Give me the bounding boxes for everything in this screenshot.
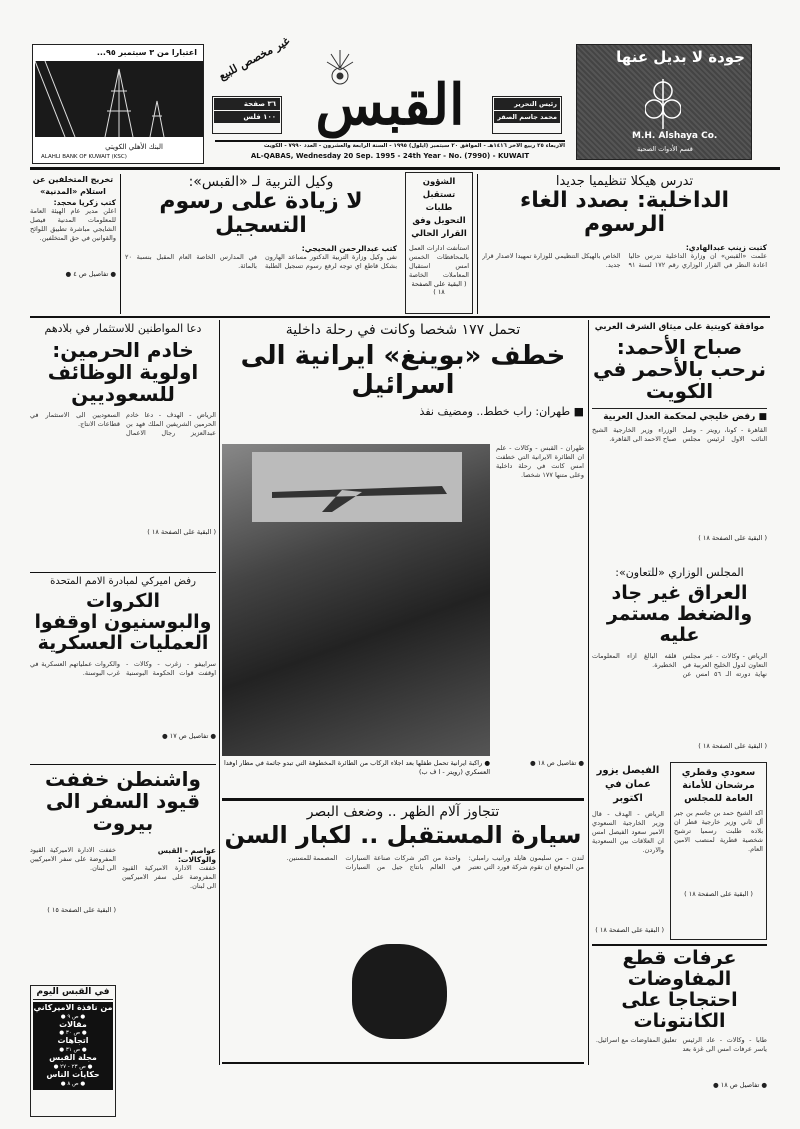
body-text: اكد الشيخ حمد بن جاسم بن جبر آل ثاني وزير خارجية قطر ان بلاده طلبت رسميا ترشيح شخصية قطرية لمنصب الامين العام. — [674, 809, 763, 853]
kicker: تدرس هيكلا تنظيميا جديدا — [555, 174, 694, 189]
pages-price-box — [212, 96, 282, 134]
continued-note[interactable]: ( البقية على الصفحة ١٨ ) — [147, 528, 216, 536]
today-item-label[interactable]: اتجاهات — [57, 1036, 89, 1046]
kicker: تحمل ١٧٧ شخصا وكانت في رحلة داخلية — [285, 322, 521, 338]
photo-caption: ● راكبة ايرانية تحمل طفلها بعد اجلاء الركاب من الطائرة المخطوفة التي تبدو جاثمة في مطار اوفدا العسكري (رويتر - ا ف ب) — [223, 759, 490, 776]
ad-logo-icon — [645, 79, 681, 129]
headline: الداخلية: بصدد الغاء الرسوم — [520, 188, 729, 238]
article-haramain[interactable] — [30, 322, 216, 570]
subheadline: ■ رفض خليجي لمحكمة العدل العربية — [592, 408, 767, 422]
not-for-sale-stamp: غير مخصص للبيع — [216, 34, 292, 83]
ad-dept: قسم الأدوات الصحية — [637, 145, 693, 153]
today-item-page: ● ص ٣١ ● — [59, 1047, 87, 1054]
ad-headline: اعتبارا من ٣ سبتمبر ٩٥... — [96, 48, 197, 57]
power-tower-image — [35, 61, 203, 137]
continued-note[interactable]: ( البقية على الصفحة ١٨ ) — [698, 534, 767, 542]
headline: سيارة المستقبل .. لكبار السن — [224, 821, 582, 849]
article-education[interactable] — [125, 174, 397, 312]
date-line-english: AL-QABAS, Wednesday 20 Sep. 1995 - 24th Year - No. (7990) - KUWAIT — [250, 152, 530, 160]
continued-note[interactable]: ● تفاصيل ص ١٨ ● — [713, 1080, 767, 1089]
article-arafat[interactable] — [592, 947, 767, 1089]
continued-note[interactable]: ( البقية على الصفحة ١٨ ) — [595, 926, 664, 934]
subheadline: ■ طهران: راب خطط.. ومضيف نفذ — [419, 405, 584, 419]
body-text: لندن - من سليمون هايلد ورانيب رامبلي: من المتوقع ان تقوم شركة فورد التي تعتبر واحدة من اكبر شركات صناعة السيارات في العالم بانتاج جيل من السيارات المصممة للمسنين. — [286, 854, 584, 872]
byline: كتب عبدالرحمن المحيجي: — [301, 244, 397, 254]
article-sabah[interactable] — [592, 322, 767, 562]
continued-note[interactable]: ● تفاصيل ص ١٨ ● — [530, 759, 584, 767]
today-item-page: ● ص ٣٠ ● — [59, 1030, 87, 1037]
body-text-continued: خففت الادارة الاميركية القيود المفروضة على سفر الاميركيين الى لبنان. — [30, 846, 116, 872]
byline: عواصم - القبس والوكالات: — [157, 846, 216, 864]
continued-note[interactable]: ( البقية على الصفحة ١٥ ) — [47, 906, 116, 914]
article-car[interactable] — [222, 804, 584, 1064]
continued-note[interactable]: ( البقية على الصفحة ١٨ ) — [698, 741, 767, 750]
airplane-image — [252, 452, 462, 522]
article-affairs[interactable] — [405, 172, 473, 314]
body-text: نفى وكيل وزارة التربية الدكتور مساعد الهارون بشكل قاطع اي توجه لرفع رسوم تسجيل الطلبة في المدارس الخاصة العام المقبل بنسبة ٢٠ بالمائة. — [125, 253, 397, 271]
body-text: طهران - القبس - وكالات - علم ان الطائرة الايرانية التي خطفت امس كانت في رحلة داخلية وعلى متنها ١٧٧ شخصا. — [496, 444, 584, 479]
today-list — [33, 1002, 113, 1090]
kicker: رفض اميركي لمبادرة الامم المتحدة — [50, 576, 196, 587]
headline: خادم الحرمين: اولوية الوظائف للسعوديين — [47, 338, 199, 406]
kicker: وكيل التربية لـ «القبس»: — [188, 174, 334, 190]
article-saudi-qatari[interactable] — [670, 762, 767, 940]
headline: واشنطن خففت قيود السفر الى بيروت — [45, 767, 201, 835]
article-interior[interactable] — [482, 174, 767, 312]
headline: لا زيادة على رسوم التسجيل — [159, 189, 363, 239]
newspaper-logo: القبس — [315, 72, 465, 138]
today-item-label[interactable]: مجلة القبس — [49, 1053, 97, 1063]
kicker: تتجاوز آلام الظهر .. وضعف البصر — [306, 804, 500, 820]
body-text: طابا - وكالات - عاد الرئيس ياسر عرفات امس الى غزة بعد تعليق المفاوضات مع اسرائيل. — [595, 1035, 767, 1053]
subheadline-text: طهران: راب خطط.. ومضيف نفذ — [419, 405, 571, 419]
body-text: القاهرة - كونا، رويتر - وصل النائب الاول لرئيس مجلس الوزراء وزير الخارجية الشيخ صباح الاحمد الى القاهرة. — [592, 426, 767, 443]
body-text: الرياض - الهدف - قال وزير الخارجية السعودي الامير سعود الفيصل امس ان العلاقات بين السعودية والاردن. — [592, 810, 664, 854]
kicker: دعا المواطنين للاستثمار في بلادهم — [44, 322, 202, 335]
today-item-label[interactable]: مقالات — [59, 1019, 87, 1029]
continued-note[interactable]: ● تفاصيل ص ٤ ● — [65, 270, 116, 278]
hijack-photo — [222, 444, 490, 756]
box-title: في القبس اليوم — [33, 988, 113, 1000]
continued-note[interactable]: ● تفاصيل ص ١٧ ● — [162, 731, 216, 740]
continued-note[interactable]: ( البقية على الصفحة ١٨ ) — [684, 890, 753, 898]
byline: كتب زكريا محجد: — [53, 198, 116, 207]
bank-name-ar: البنك الأهلي الكويتي — [105, 143, 163, 151]
date-line-arabic: الاربعاء ٢٥ ربيع الآخر ١٤١٦هـ - الموافق ٢٠ سبتمبر (أيلول) ١٩٩٥ - السنة الرابعة والعشرون - العدد ٧٩٩٠ - الكويت — [263, 143, 565, 149]
subheadline-text: رفض خليجي لمحكمة العدل العربية — [603, 412, 756, 422]
ad-alahli-bank[interactable] — [32, 44, 204, 164]
headline: الفيصل يزور عمان في اكتوبر — [596, 765, 660, 804]
page-count: ٣٦ صفحة — [214, 98, 280, 110]
body-text: اعلن مدير عام الهيئة العامة للمعلومات المدنية فيصل الشايجي مباشرة تطبيق اللوائح والقوانين في حق المتخلفين. — [30, 207, 116, 242]
editor-box — [492, 96, 562, 134]
today-item-page: ● ص ٨ ● — [60, 1080, 86, 1087]
body-text: سراييفو - زغرب - وكالات - اوقفت قوات الحكومة البوسنية والكروات عملياتهم العسكرية في غرب البوسنة. — [30, 659, 216, 677]
editor-name: محمد جاسم الصقر — [494, 111, 560, 123]
kicker: المجلس الوزاري «للتعاون»: — [615, 566, 744, 579]
headline: صباح الأحمد: نرحب بالأحمر في الكويت — [593, 335, 766, 403]
body-text: الرياض - وكالات - عبر مجلس التعاون لدول الخليج العربية في نهاية دورته الـ ٥٦ امس عن قلقه البالغ ازاء المعلومات الخطيرة. — [592, 651, 767, 678]
article-council[interactable] — [592, 566, 767, 756]
ad-company: M.H. Alshaya Co. — [632, 131, 718, 141]
article-faisal[interactable] — [592, 764, 664, 934]
headline: الكروات والبوسنيون اوقفوا العمليات العسكرية — [34, 590, 212, 654]
price: ١٠٠ فلس — [214, 111, 280, 123]
continued-note[interactable]: ( البقية على الصفحة ١٨ ) — [411, 280, 467, 296]
today-item-label[interactable]: حكايات الناس — [46, 1070, 100, 1080]
ad-slogan: جودة لا بديل عنها — [616, 48, 745, 66]
body-text: استأنفت ادارات العمل بالمحافظات الخمس امس استقبال المعاملات الخاصة — [409, 244, 469, 279]
headline: تخريج المتخلفين عن استلام «المدنية» — [32, 175, 114, 196]
body-text: الرياض - الهدف - دعا خادم الحرمين الشريفين الملك فهد بن عبدالعزيز رجال الاعمال السعوديين الى الاستثمار في قطاعات الانتاج. — [30, 411, 216, 437]
today-item-page: ● ص ٢٣ - ٢٧ ● — [53, 1064, 93, 1071]
headline: خطف «بوينغ» ايرانية الى اسرائيل — [240, 341, 566, 400]
ad-alshaya[interactable] — [576, 44, 752, 160]
headline: سعودي وقطري مرشحان للأمانة العامة للمجلس — [681, 767, 756, 804]
today-item-label[interactable]: من نافذة الاميركاني — [33, 1002, 113, 1012]
in-qabas-today-box — [30, 985, 116, 1117]
article-graduates[interactable] — [30, 174, 116, 312]
article-croats[interactable] — [30, 576, 216, 762]
editor-title: رئيس التحرير — [494, 98, 560, 110]
byline: كتبت زينب عبدالهادي: — [685, 243, 767, 253]
body-text: خففت الادارة الاميركية القيود المفروضة على سفر الاميركيين الى لبنان. — [122, 864, 216, 890]
kicker: موافقة كويتية على ميثاق الشرف العربي — [594, 322, 765, 332]
headline: الشؤون تستقبل طلبات التحويل وفق القرار الحالي — [411, 177, 467, 239]
headline: عرفات قطع المفاوضات احتجاجا على الكانتونات — [621, 947, 738, 1032]
car-image — [352, 944, 447, 1039]
body-text: علمت «القبس» ان وزارة الداخلية تدرس حاليا اعادة النظر في القرار الوزاري رقم ١٧٢ لسنة ٩١ الخاص بالهيكل التنظيمي للوزارة تمهيدا لاصدار قرار جديد. — [482, 252, 767, 270]
today-item-page: ● ص ٩ ● — [60, 1013, 86, 1020]
article-hijack[interactable] — [222, 322, 584, 792]
bank-name-en: ALAHLI BANK OF KUWAIT (KSC) — [41, 154, 127, 160]
article-washington[interactable] — [30, 768, 216, 983]
headline: العراق غير جاد والضغط مستمر عليه — [606, 582, 753, 646]
